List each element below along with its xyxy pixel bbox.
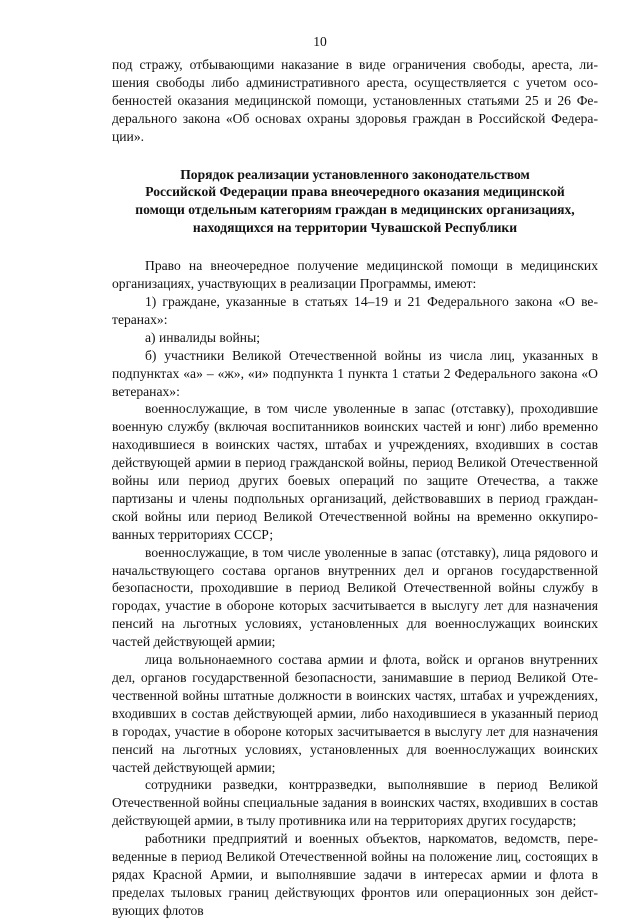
body-paragraph: 1) граждане, указанные в статьях 14–19 и 21 Федерального закона «О ветеранах»: (112, 293, 598, 327)
body-paragraph: военнослужащие, в том числе уволенные в запас (отставку), лица рядового и начальствующего состава органов внутренних дел и органов государственной безопасности, проходившие в период Великой Отечественной войны службу в городах, участие в обороне которых засчитывается в выслугу лет для назначения пенсий на льготных условиях, установленных для военнослужащих воинских частей действующей армии; (112, 544, 598, 650)
section-heading-line: находящихся на территории Чувашской Республики (192, 220, 518, 236)
section-heading (112, 166, 598, 238)
section-heading-line: Российской Федерации права внеочередного оказания медицинской (145, 184, 565, 200)
section-heading-line: помощи отдельным категориям граждан в медицинских организациях, (135, 202, 575, 218)
page-body (112, 56, 598, 920)
body-paragraph: а) инвалиды войны; (145, 329, 260, 345)
section-heading-line: Порядок реализации установленного законодательством (180, 166, 530, 182)
body-paragraph: военнослужащие, в том числе уволенные в запас (отставку), проходившие военную службу (включая воспитанников воинских частей и юнг) либо временно находившиеся в воинских частях, штабах и учреждениях, входивших в состав действующей армии в период гражданской войны, период Великой Отечественной войны или период других боевых операций по защите Отечества, а также партизаны и члены подпольных организаций, действовавших в период гражданской войны или период Великой Отечественной войны на временно оккупированных территориях СССР; (112, 401, 598, 542)
body-paragraph: лица вольнонаемного состава армии и флота, войск и органов внутренних дел, органов государственной безопасности, занимавшие в период Великой Отечественной войны штатные должности в воинских частях, штабах и учреждениях, входивших в состав действующей армии, либо находившиеся в указанный период в городах, участие в обороне которых засчитывается в выслугу лет для назначения пенсий на льготных условиях, установленных для военнослужащих воинских частей действующей армии; (112, 652, 598, 775)
page-number: 10 (313, 34, 327, 49)
body-paragraph: сотрудники разведки, контрразведки, выполнявшие в период Великой Отечественной войны специальные задания в воинских частях, входивших в состав действующей армии, в тылу противника или на территориях других государств; (112, 777, 598, 829)
intro-paragraph: под стражу, отбывающими наказание в виде ограничения свободы, ареста, лишения свободы либо административного ареста, осуществляется с учетом особенностей оказания медицинской помощи, установленных статьями 25 и 26 Федерального закона «Об основах охраны здоровья граждан в Российской Федерации». (112, 57, 598, 144)
body-paragraph: Право на внеочередное получение медицинской помощи в медицинских организациях, участвующих в реализации Программы, имеют: (112, 258, 598, 292)
body-paragraph: работники предприятий и военных объектов, наркоматов, ведомств, переведенные в период Великой Отечественной войны на положение лиц, состоящих в рядах Красной Армии, и выполнявшие задачи в интересах армии и флота в пределах тыловых границ действующих фронтов или операционных зон действующих флотов (112, 831, 598, 918)
body-paragraph: б) участники Великой Отечественной войны из числа лиц, указанных в подпунктах «а» – «ж», «и» подпункта 1 пункта 1 статьи 2 Федерального закона «О ветеранах»: (112, 347, 598, 399)
